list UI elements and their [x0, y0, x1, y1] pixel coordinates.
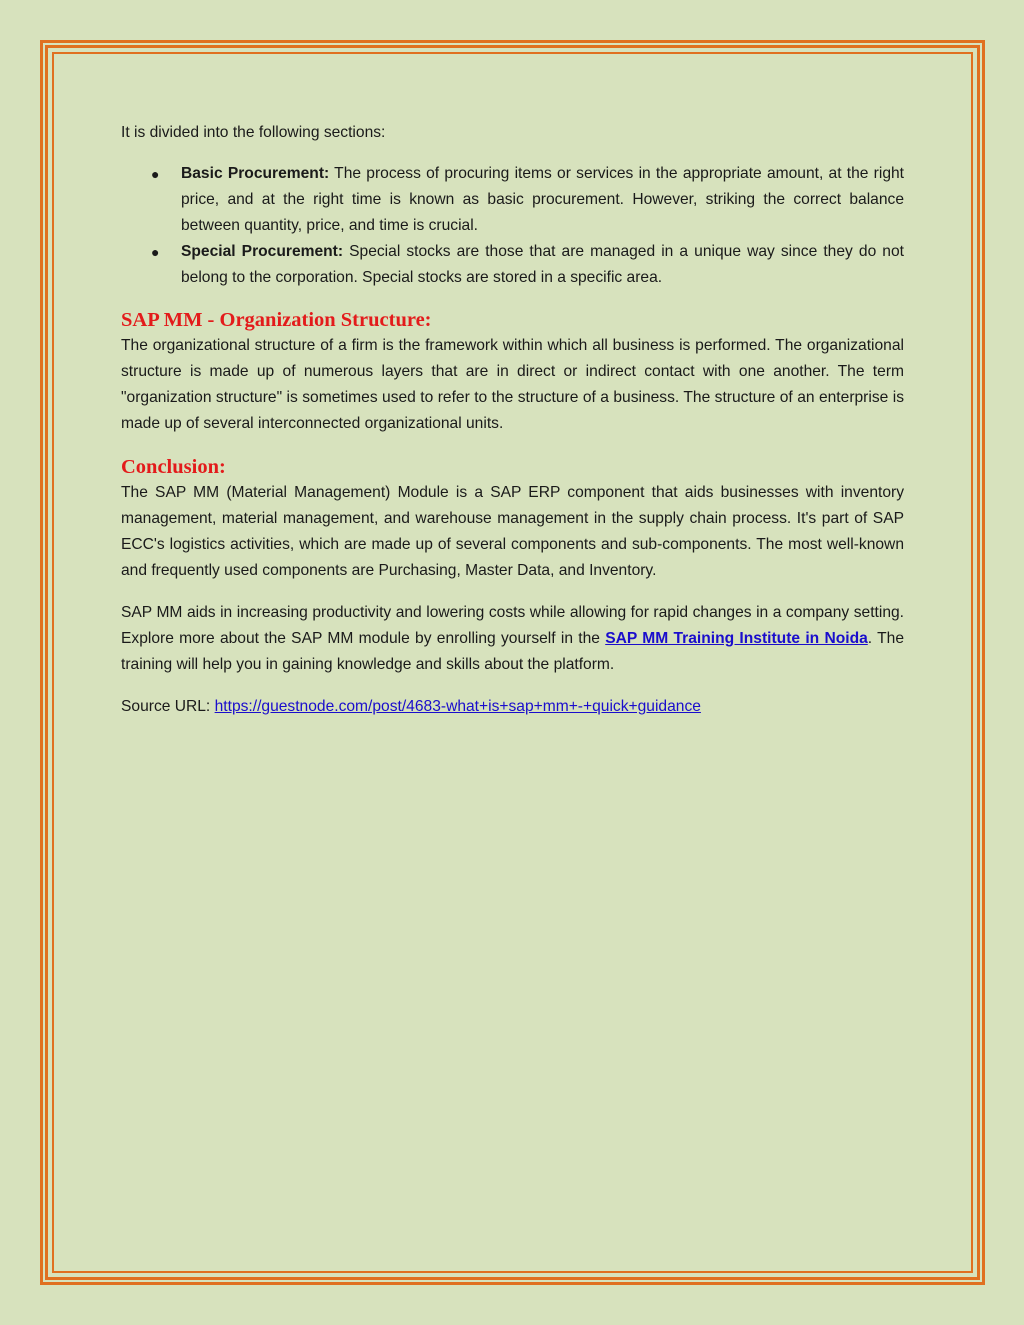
- conclusion-paragraph-2-tail: . The training will help you in gaining knowledge and skills about the platform.: [121, 630, 904, 673]
- intro-text: It is divided into the following sections:: [121, 124, 386, 141]
- bullet-icon: ●: [151, 244, 160, 260]
- desc-special-procurement: Special stocks are those that are managed in a unique way since they do not belong to the corporation. Special stocks are stored in a specific area.: [181, 243, 904, 286]
- source-line: [121, 694, 904, 720]
- heading-conclusion: Conclusion:: [121, 456, 226, 478]
- desc-basic-procurement: The process of procuring items or services in the appropriate amount, at the right price, and at the right time is known as basic procurement. However, striking the correct balance between quantity, price, and time is crucial.: [181, 165, 904, 234]
- list-item-special-procurement: [121, 239, 904, 291]
- heading-organization-structure: SAP MM - Organization Structure:: [121, 309, 432, 331]
- term-special-procurement: Special Procurement:: [181, 243, 344, 260]
- list-item-basic-procurement: [121, 161, 904, 239]
- source-url-link[interactable]: https://guestnode.com/post/4683-what+is+sap+mm+-+quick+guidance: [214, 698, 701, 715]
- training-institute-link[interactable]: SAP MM Training Institute in Noida: [605, 630, 868, 647]
- source-label: Source URL:: [121, 698, 215, 715]
- conclusion-paragraph-2-lead: SAP MM aids in increasing productivity and lowering costs while allowing for rapid changes in a company setting. Explore more about the SAP MM module by enrolling yourself in the: [121, 604, 904, 647]
- term-basic-procurement: Basic Procurement:: [181, 165, 330, 182]
- conclusion-paragraph-1: The SAP MM (Material Management) Module is a SAP ERP component that aids businesses with inventory management, material management, and warehouse management in the supply chain process. It's part of SAP ECC's logistics activities, which are made up of several components and sub-components. The most well-known and frequently used components are Purchasing, Master Data, and Inventory.: [121, 484, 904, 579]
- procurement-list: [121, 161, 904, 291]
- bullet-icon: ●: [151, 166, 160, 182]
- conclusion-paragraph-2: [121, 600, 904, 678]
- document-body: [121, 120, 904, 720]
- organization-structure-paragraph: The organizational structure of a firm is the framework within which all business is performed. The organizational structure is made up of numerous layers that are in direct or indirect contact with one another. The term "organization structure" is sometimes used to refer to the structure of a business. The structure of an enterprise is made up of several interconnected organizational units.: [121, 337, 904, 432]
